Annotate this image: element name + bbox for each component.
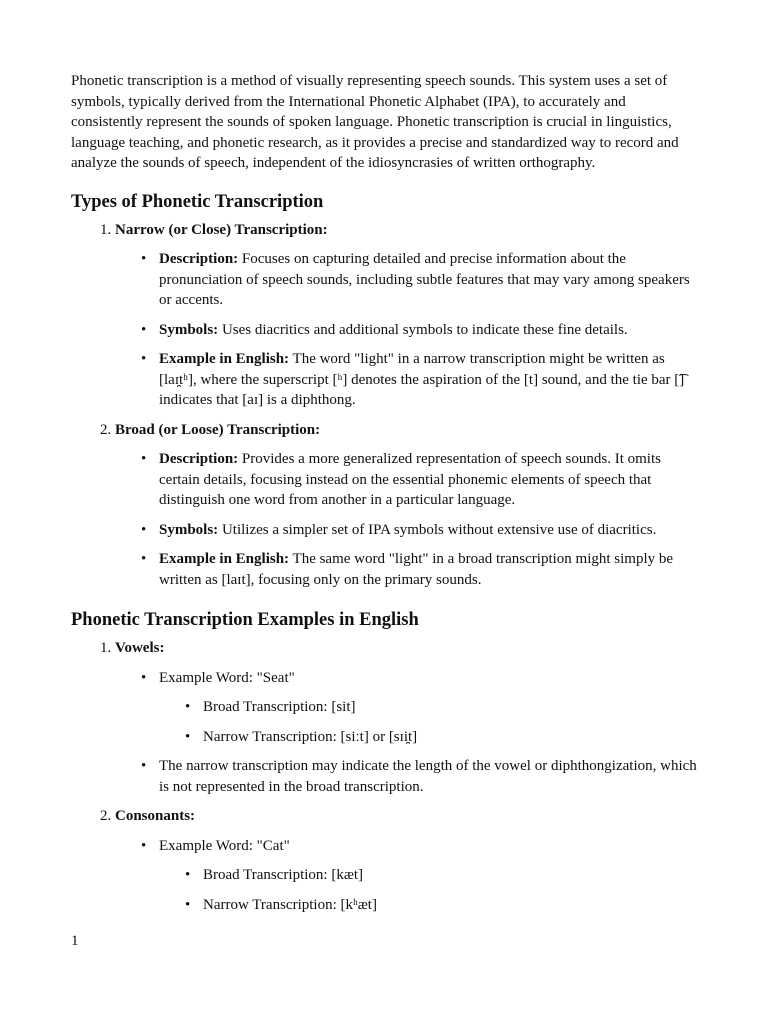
- bullet-item: [159, 349, 698, 411]
- document-page: [71, 71, 698, 924]
- bullet-label: Symbols:: [159, 321, 219, 338]
- bullet-item: [159, 836, 698, 916]
- example-word: Example Word: "Seat": [159, 669, 295, 686]
- bullet-label: Symbols:: [159, 521, 219, 538]
- list-item-consonants: [115, 806, 698, 915]
- item-title: Narrow (or Close) Transcription:: [115, 221, 328, 238]
- bullet-item: [159, 668, 698, 748]
- bullet-text: Utilizes a simpler set of IPA symbols without extensive use of diacritics.: [218, 521, 657, 538]
- example-word: Example Word: "Cat": [159, 837, 290, 854]
- bullet-label: Example in English:: [159, 351, 290, 367]
- types-list: [71, 220, 698, 591]
- item-title: Broad (or Loose) Transcription:: [115, 421, 321, 438]
- consonants-bullets: [115, 836, 698, 916]
- section-heading-examples: Phonetic Transcription Examples in English: [71, 610, 419, 630]
- bullet-label: Description:: [159, 251, 239, 267]
- section-heading-types: Types of Phonetic Transcription: [71, 191, 324, 212]
- bullet-item: [159, 449, 698, 511]
- sub-bullet-item: • Broad Transcription: [sit]: [203, 697, 698, 718]
- examples-list: [71, 638, 698, 915]
- consonant-transcriptions: [159, 865, 698, 915]
- bullet-item: [159, 520, 698, 541]
- intro-paragraph: Phonetic transcription is a method of visually representing speech sounds. This system uses a set of symbols, typically derived from the International Phonetic Alphabet (IPA), to accurately and consistently represent the sounds of spoken language. Phonetic transcription is crucial in linguistics, language teaching, and phonetic research, as it provides a precise and standardized way to record and analyze the sounds of speech, independent of the idiosyncrasies of written orthography.: [71, 73, 679, 171]
- vowel-transcriptions: [159, 697, 698, 747]
- bullet-text: Focuses on capturing detailed and precise information about the pronunciation of speech sounds, including subtle features that may vary among speakers or accents.: [159, 251, 690, 308]
- broad-bullets: [115, 449, 698, 590]
- list-item-vowels: [115, 638, 698, 797]
- page-number: 1: [71, 933, 79, 949]
- sub-bullet-item: • Broad Transcription: [kæt]: [203, 865, 698, 886]
- narrow-bullets: [115, 249, 698, 411]
- item-title: Consonants:: [115, 808, 196, 824]
- vowels-bullets: [115, 668, 698, 798]
- bullet-text: The same word "light" in a broad transcription might simply be written as [laɪt], focusing only on the primary sounds.: [159, 551, 674, 588]
- bullet-item: [159, 549, 698, 590]
- bullet-label: Example in English:: [159, 551, 290, 567]
- list-item-narrow: [115, 220, 698, 411]
- sub-bullet-item: • Narrow Transcription: [kʰæt]: [203, 895, 698, 916]
- list-item-broad: [115, 420, 698, 591]
- bullet-text: The word "light" in a narrow transcription might be written as [laɪ̯tʰ], where the superscript [ʰ] denotes the aspiration of the [t] sound, and the tie bar [͡] indicates that [aɪ] is a diphthong.: [159, 351, 685, 408]
- item-title: Vowels:: [115, 640, 165, 656]
- bullet-label: Description:: [159, 451, 239, 467]
- bullet-text: Uses diacritics and additional symbols to indicate these fine details.: [218, 321, 628, 338]
- bullet-item: [159, 320, 698, 341]
- bullet-text: Provides a more generalized representation of speech sounds. It omits certain details, focusing instead on the essential phonemic elements of speech that distinguish one word from another in a particular language.: [159, 451, 661, 508]
- bullet-item: • The narrow transcription may indicate the length of the vowel or diphthongization, which is not represented in the broad transcription.: [159, 756, 698, 797]
- bullet-item: [159, 249, 698, 311]
- sub-bullet-item: • Narrow Transcription: [siːt] or [sɪi̯t]: [203, 727, 698, 748]
